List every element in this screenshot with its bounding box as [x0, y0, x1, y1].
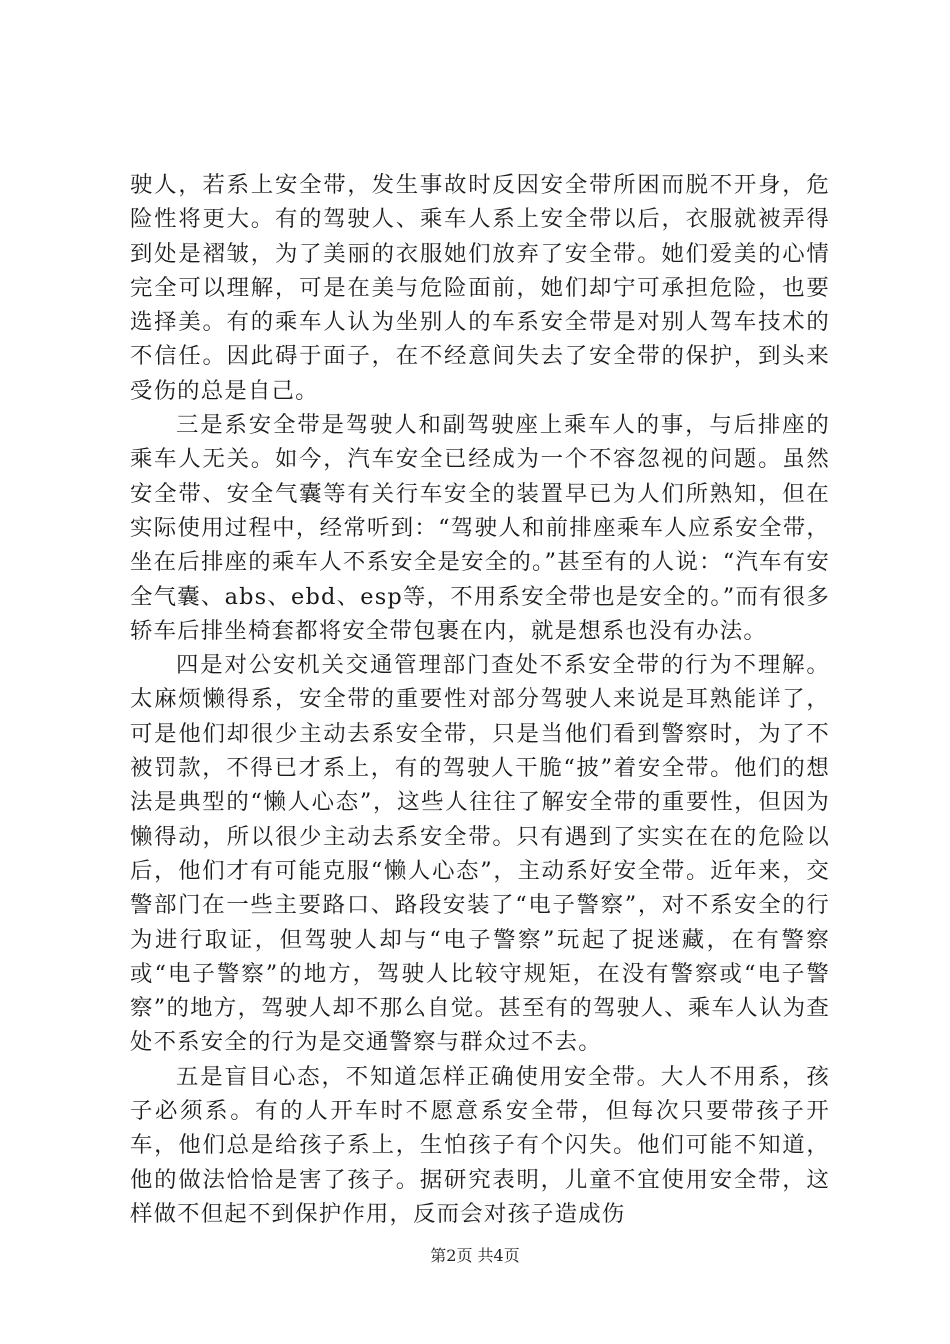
paragraph-3: 四是对公安机关交通管理部门查处不系安全带的行为不理解。太麻烦懒得系，安全带的重要性对部分驾驶人来说是耳熟能详了，可是他们却很少主动去系安全带，只是当他们看到警察时，为了不被罚款，不得已才系上，有的驾驶人干脆“披”着安全带。他们的想法是典型的“懒人心态”，这些人往往了解安全带的重要性，但因为懒得动，所以很少主动去系安全带。只有遇到了实实在在的危险以后，他们才有可能克服“懒人心态”，主动系好安全带。近年来，交警部门在一些主要路口、路段安装了“电子警察”，对不系安全的行为进行取证，但驾驶人却与“电子警察”玩起了捉迷藏，在有警察或“电子警察”的地方，驾驶人比较守规矩，在没有警察或“电子警察”的地方，驾驶人却不那么自觉。甚至有的驾驶人、乘车人认为查处不系安全的行为是交通警察与群众过不去。 — [130, 652, 830, 1056]
page-number-footer: 第2页 共4页 — [430, 1246, 520, 1265]
paragraph-4: 五是盲目心态，不知道怎样正确使用安全带。大人不用系，孩子必须系。有的人开车时不愿意系安全带，但每次只要带孩子开车，他们总是给孩子系上，生怕孩子有个闪失。他们可能不知道，他的做法恰恰是害了孩子。据研究表明，儿童不宜使用安全带，这样做不但起不到保护作用，反而会对孩子造成伤 — [130, 1063, 830, 1227]
document-body — [130, 168, 830, 1231]
paragraph-2: 三是系安全带是驾驶人和副驾驶座上乘车人的事，与后排座的乘车人无关。如今，汽车安全已经成为一个不容忽视的问题。虽然安全带、安全气囊等有关行车安全的装置早已为人们所熟知，但在实际使用过程中，经常听到：“驾驶人和前排座乘车人应系安全带，坐在后排座的乘车人不系安全是安全的。”甚至有的人说：“汽车有安全气囊、abs、ebd、esp等，不用系安全带也是安全的。”而有很多轿车后排坐椅套都将安全带包裹在内，就是想系也没有办法。 — [130, 412, 830, 644]
paragraph-1: 驶人，若系上安全带，发生事故时反因安全带所困而脱不开身，危险性将更大。有的驾驶人、乘车人系上安全带以后，衣服就被弄得到处是褶皱，为了美丽的衣服她们放弃了安全带。她们爱美的心情完全可以理解，可是在美与危险面前，她们却宁可承担危险，也要选择美。有的乘车人认为坐别人的车系安全带是对别人驾车技术的不信任。因此碍于面子，在不经意间失去了安全带的保护，到头来受伤的总是自己。 — [130, 172, 830, 404]
